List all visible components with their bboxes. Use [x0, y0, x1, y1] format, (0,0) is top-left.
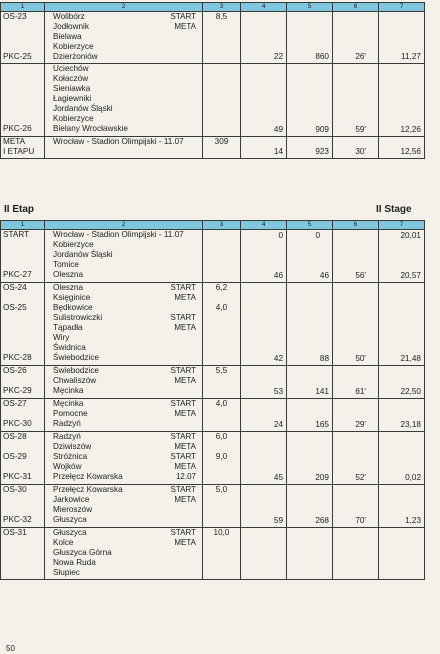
place-mark: META [174, 293, 196, 302]
place-name: Mieroszów [53, 505, 93, 514]
place-line [47, 353, 200, 363]
column-header-7: 7 [379, 221, 425, 230]
col7 [379, 137, 425, 159]
col7-value: 23,18 [400, 420, 421, 429]
place-name: Radzyń [53, 419, 81, 428]
place-line [47, 12, 200, 22]
col4 [241, 64, 287, 137]
col2-places [45, 137, 203, 159]
col1-codes: OS-26 PKC-29 [1, 366, 45, 399]
col4 [241, 366, 287, 399]
place-name: Przełęcz Kowarska [53, 472, 123, 481]
place-name: Bielawa [53, 32, 82, 41]
col2-places [45, 399, 203, 432]
table-row [1, 528, 425, 580]
place-name: Świebodzice [53, 366, 99, 375]
col1-codes: OS-23 PKC-25 [1, 12, 45, 64]
place-line [47, 399, 200, 409]
col6 [333, 528, 379, 580]
col4 [241, 283, 287, 366]
col4-value: 49 [273, 125, 283, 134]
place-name: Jarkowice [53, 495, 90, 504]
table-row [1, 399, 425, 432]
place-line [47, 505, 200, 515]
place-name: Oleszna [53, 283, 84, 292]
col5 [287, 64, 333, 137]
place-name: Sieniawka [53, 84, 91, 93]
place-line [47, 283, 200, 293]
table-row [1, 283, 425, 366]
place-line [47, 495, 200, 505]
col5-value: 141 [315, 387, 329, 396]
col3-distance: 4,0 [203, 399, 241, 432]
place-name: Głuszyca Górna [53, 548, 112, 557]
place-line [47, 124, 200, 134]
place-line [47, 548, 200, 558]
col7 [379, 399, 425, 432]
place-line [47, 485, 200, 495]
col3-distance: 8,5 [203, 12, 241, 64]
col6 [333, 399, 379, 432]
col5 [287, 399, 333, 432]
place-line [47, 22, 200, 32]
col6 [333, 485, 379, 528]
col4-value: 24 [273, 420, 283, 429]
place-line [47, 32, 200, 42]
place-line [47, 114, 200, 124]
col1-codes: START PKC-27 [1, 230, 45, 283]
col7-value: 20,57 [400, 271, 421, 280]
place-line [47, 386, 200, 396]
column-header-3: 3 [203, 3, 241, 12]
column-header-2: 2 [45, 3, 203, 12]
col6 [333, 283, 379, 366]
place-line [47, 472, 200, 482]
col4 [241, 528, 287, 580]
col4-value: 46 [273, 271, 283, 280]
col5 [287, 230, 333, 283]
place-name: Wojków [53, 462, 82, 471]
col2-places [45, 485, 203, 528]
column-header-5: 5 [287, 3, 333, 12]
col7 [379, 230, 425, 283]
col2-places [45, 366, 203, 399]
col7-value: 12,26 [400, 125, 421, 134]
col5-value: 923 [315, 147, 329, 156]
place-mark: 12.07 [175, 472, 196, 481]
col7 [379, 12, 425, 64]
place-name: Bielany Wrocławskie [53, 124, 128, 133]
col6-value: 61' [355, 387, 366, 396]
col5-top-value: 0 [315, 231, 320, 240]
col7 [379, 283, 425, 366]
place-name: Dziwiszów [53, 442, 92, 451]
col4-value: 53 [273, 387, 283, 396]
col4-value: 59 [273, 516, 283, 525]
place-mark: START [170, 452, 196, 461]
col5 [287, 283, 333, 366]
col6-value: 59' [355, 125, 366, 134]
page-number: 50 [6, 644, 15, 653]
place-name: Świdnica [53, 343, 86, 352]
col1-codes: OS-28 OS-29 PKC-31 [1, 432, 45, 485]
col3-distance: 5,5 [203, 366, 241, 399]
place-name: Pomocne [53, 409, 88, 418]
col4-value: 14 [273, 147, 283, 156]
place-line [47, 84, 200, 94]
col7-value: 12,56 [400, 147, 421, 156]
col3-distance: 6,0 9,0 [203, 432, 241, 485]
place-line [47, 323, 200, 333]
place-line [47, 419, 200, 429]
place-name: Głuszyca [53, 528, 87, 537]
table-row [1, 64, 425, 137]
place-line [47, 558, 200, 568]
place-line [47, 303, 200, 313]
place-name: Nowa Ruda [53, 558, 96, 567]
col1-codes: OS-31 [1, 528, 45, 580]
table-row [1, 432, 425, 485]
place-line [47, 538, 200, 548]
table-row [1, 230, 425, 283]
col7 [379, 432, 425, 485]
place-name: Świebodzice [53, 353, 99, 362]
place-line [47, 528, 200, 538]
place-mark: META [174, 376, 196, 385]
col6-value: 56' [355, 271, 366, 280]
col3-distance [203, 230, 241, 283]
col3-distance [203, 64, 241, 137]
place-name: Łagiewniki [53, 94, 92, 103]
place-mark: START [170, 399, 196, 408]
place-line [47, 74, 200, 84]
place-name: Uciechów [53, 64, 89, 73]
col5 [287, 12, 333, 64]
place-name: Jodłownik [53, 22, 89, 31]
col5 [287, 528, 333, 580]
place-name: Kobierzyce [53, 114, 94, 123]
col6-value: 30' [355, 147, 366, 156]
table-row [1, 137, 425, 159]
column-header-6: 6 [333, 3, 379, 12]
place-name: Głuszyca [53, 515, 87, 524]
place-mark: META [174, 22, 196, 31]
col4 [241, 230, 287, 283]
col4-value: 42 [273, 354, 283, 363]
place-line [47, 250, 200, 260]
col6-value: 52' [355, 473, 366, 482]
col2-places [45, 230, 203, 283]
place-mark: START [170, 485, 196, 494]
col6 [333, 230, 379, 283]
col7-value: 21,48 [400, 354, 421, 363]
col5-value: 165 [315, 420, 329, 429]
col1-codes: OS-24 OS-25 PKC-28 [1, 283, 45, 366]
col6-value: 29' [355, 420, 366, 429]
col4 [241, 137, 287, 159]
place-line [47, 432, 200, 442]
column-header-1: 1 [1, 3, 45, 12]
col7 [379, 366, 425, 399]
col6 [333, 64, 379, 137]
place-name: Dzierżoniów [53, 52, 98, 61]
place-name: Przełęcz Kowarska [53, 485, 123, 494]
column-header-3: 3 [203, 221, 241, 230]
col1-codes: META I ETAPU [1, 137, 45, 159]
place-name: Kołaczów [53, 74, 89, 83]
col4-value: 22 [273, 52, 283, 61]
place-name: Jordanów Śląski [53, 250, 113, 259]
place-name: Tąpadła [53, 323, 83, 332]
stage-label-right: II Stage [376, 204, 412, 215]
place-name: Będkowice [53, 303, 93, 312]
place-name: Wrocław - Stadion Olimpijski - 11.07 [53, 137, 184, 146]
col5-value: 209 [315, 473, 329, 482]
col6 [333, 137, 379, 159]
place-mark: START [170, 283, 196, 292]
place-name: Męcinka [53, 386, 84, 395]
col5-value: 268 [315, 516, 329, 525]
place-line [47, 462, 200, 472]
col3-distance: 6,2 4,0 [203, 283, 241, 366]
place-name: Wolibórz [53, 12, 85, 21]
place-mark: START [170, 528, 196, 537]
stage-label-left: II Etap [4, 204, 35, 215]
col4 [241, 12, 287, 64]
column-header-5: 5 [287, 221, 333, 230]
place-line [47, 409, 200, 419]
place-line [47, 52, 200, 62]
place-name: Chwaliszów [53, 376, 97, 385]
place-line [47, 270, 200, 280]
place-name: Wiry [53, 333, 70, 342]
place-line [47, 376, 200, 386]
place-mark: META [174, 409, 196, 418]
col4-top-value: 0 [278, 231, 283, 240]
col6 [333, 432, 379, 485]
col3-distance: 5,0 [203, 485, 241, 528]
col5-value: 909 [315, 125, 329, 134]
place-name: Kobierzyce [53, 240, 94, 249]
header-row [1, 221, 425, 230]
col6-value: 26' [355, 52, 366, 61]
col7-value: 0,02 [405, 473, 421, 482]
place-mark: START [170, 366, 196, 375]
place-mark: START [170, 12, 196, 21]
place-line [47, 343, 200, 353]
col2-places [45, 283, 203, 366]
place-line [47, 293, 200, 303]
col5-value: 860 [315, 52, 329, 61]
place-mark: META [174, 442, 196, 451]
place-line [47, 452, 200, 462]
place-name: Oleszna [53, 270, 84, 279]
schedule-table-stage-1 [0, 2, 425, 159]
col7 [379, 64, 425, 137]
place-line [47, 515, 200, 525]
place-name: Tomice [53, 260, 79, 269]
col5-value: 88 [319, 354, 329, 363]
place-name: Sulistrowiczki [53, 313, 103, 322]
col6 [333, 12, 379, 64]
place-name: Męcinka [53, 399, 84, 408]
column-header-2: 2 [45, 221, 203, 230]
place-line [47, 313, 200, 323]
place-mark: START [170, 432, 196, 441]
col4-value: 45 [273, 473, 283, 482]
header-row [1, 3, 425, 12]
place-name: Wrocław - Stadion Olimpijski - 11.07 [53, 230, 184, 239]
col3-distance: 10,0 [203, 528, 241, 580]
place-name: Kolce [53, 538, 74, 547]
column-header-4: 4 [241, 221, 287, 230]
col2-places [45, 432, 203, 485]
col5 [287, 366, 333, 399]
place-line [47, 260, 200, 270]
col7-value: 22,50 [400, 387, 421, 396]
table-row [1, 485, 425, 528]
place-line [47, 64, 200, 74]
column-header-4: 4 [241, 3, 287, 12]
place-mark: META [174, 462, 196, 471]
column-header-1: 1 [1, 221, 45, 230]
place-line [47, 366, 200, 376]
table-row [1, 366, 425, 399]
col7-top-value: 20,01 [400, 231, 421, 240]
col7 [379, 485, 425, 528]
col7-value: 11,27 [401, 52, 421, 61]
place-mark: START [170, 313, 196, 322]
place-line [47, 137, 200, 147]
place-line [47, 104, 200, 114]
col1-codes: PKC-26 [1, 64, 45, 137]
place-line [47, 333, 200, 343]
col6 [333, 366, 379, 399]
place-line [47, 240, 200, 250]
table-row [1, 12, 425, 64]
place-name: Radzyń [53, 432, 81, 441]
column-header-6: 6 [333, 221, 379, 230]
place-name: Słupiec [53, 568, 80, 577]
col2-places [45, 528, 203, 580]
col4 [241, 399, 287, 432]
col5 [287, 432, 333, 485]
place-name: Stróżnica [53, 452, 88, 461]
col1-codes: OS-27 PKC-30 [1, 399, 45, 432]
place-line [47, 442, 200, 452]
place-mark: META [174, 323, 196, 332]
schedule-table-stage-2 [0, 220, 425, 580]
column-header-7: 7 [379, 3, 425, 12]
col5 [287, 137, 333, 159]
col2-places [45, 64, 203, 137]
col5 [287, 485, 333, 528]
col5-value: 46 [319, 271, 329, 280]
col4 [241, 485, 287, 528]
col4 [241, 432, 287, 485]
place-name: Jordanów Śląski [53, 104, 113, 113]
place-line [47, 42, 200, 52]
place-line [47, 568, 200, 578]
col1-codes: OS-30 PKC-32 [1, 485, 45, 528]
col6-value: 50' [355, 354, 366, 363]
place-name: Kobierzyce [53, 42, 94, 51]
col2-places [45, 12, 203, 64]
col6-value: 70' [355, 516, 366, 525]
col7-value: 1,23 [405, 516, 421, 525]
place-line [47, 94, 200, 104]
place-mark: META [174, 495, 196, 504]
col3-distance: 309 [203, 137, 241, 159]
place-line [47, 230, 200, 240]
place-mark: META [174, 538, 196, 547]
col7 [379, 528, 425, 580]
place-name: Księginice [53, 293, 91, 302]
